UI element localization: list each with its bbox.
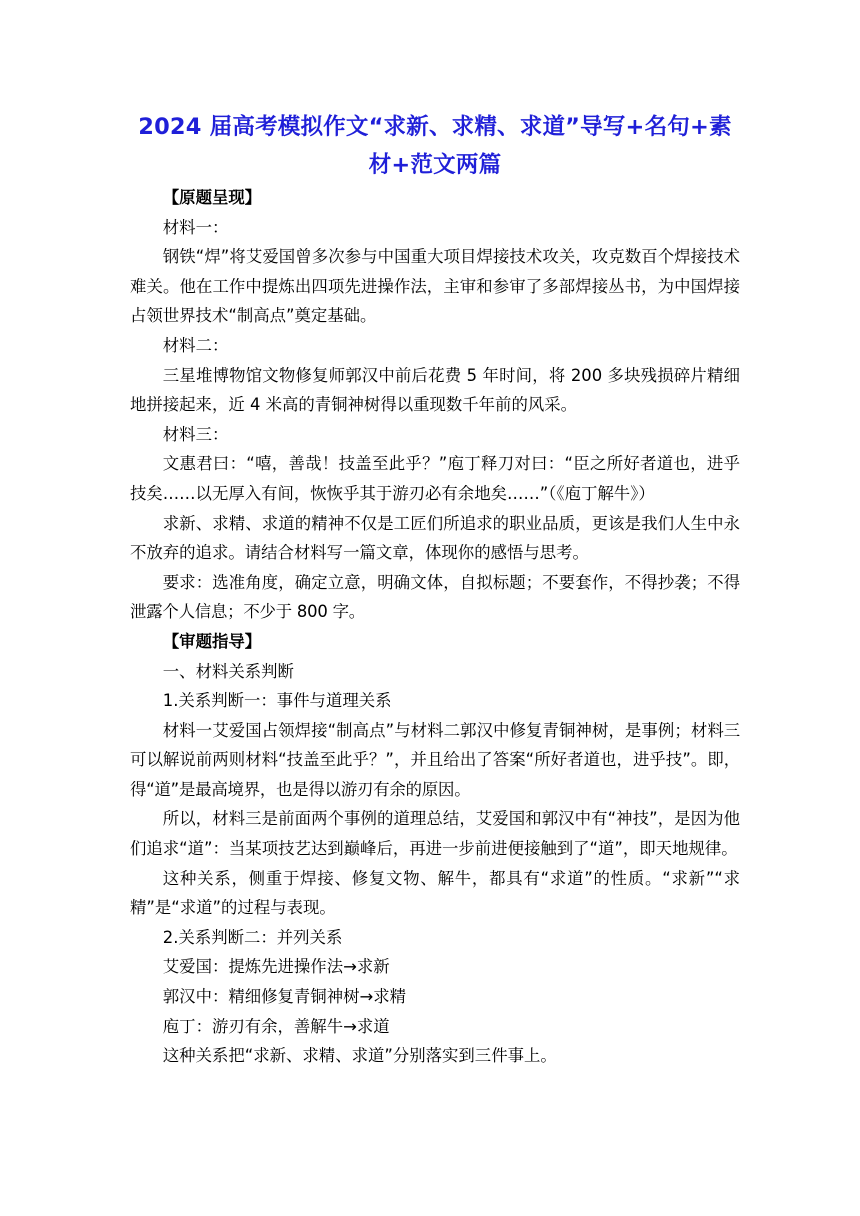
relation-two-heading: 2.关系判断二：并列关系 (162, 927, 343, 947)
relation-two-summary: 这种关系把“求新、求精、求道”分别落实到三件事上。 (162, 1046, 557, 1066)
material-three-text: 文惠君曰：“嘻，善哉！技盖至此乎？”庖丁释刀对曰：“臣之所好者道也，进乎技矣……以无厚入有间，恢恢乎其于游刃必有余地矣……”（《庖丁解牛》） (130, 454, 740, 503)
relation-one-paragraph-3: 这种关系，侧重于焊接、修复文物、解牛，都具有“求道”的性质。“求新”“求精”是“求道”的过程与表现。 (130, 868, 740, 918)
document-title: 2024 届高考模拟作文“求新、求精、求道”导写+名句+素材+范文两篇 (138, 114, 732, 178)
material-two-text: 三星堆博物馆文物修复师郭汉中前后花费 5 年时间，将 200 多块残损碎片精细地拼接起来，近 4 米高的青铜神树得以重现数千年前的风采。 (130, 365, 740, 415)
material-two-label: 材料二： (162, 335, 229, 355)
material-three-label: 材料三： (162, 424, 229, 444)
relation-one-heading: 1.关系判断一：事件与道理关系 (162, 691, 392, 711)
material-one-label: 材料一： (162, 217, 229, 237)
section-heading-original-question: 【原题呈现】 (162, 188, 262, 207)
relation-one-paragraph-1: 材料一艾爱国占领焊接“制高点”与材料二郭汉中修复青铜神树，是事例；材料三可以解说前两则材料“技盖至此乎？”，并且给出了答案“所好者道也，进乎技”。即，得“道”是最高境界，也是得以游刃有余的原因。 (130, 720, 740, 799)
requirements-text: 要求：选准角度，确定立意，明确文体，自拟标题；不要套作，不得抄袭；不得泄露个人信息；不少于 800 字。 (130, 572, 740, 622)
section-heading-analysis: 【审题指导】 (162, 631, 262, 651)
document-body (130, 183, 740, 1071)
relation-two-item-2: 郭汉中：精细修复青铜神树→求精 (162, 987, 406, 1007)
relation-two-item-1: 艾爱国：提炼先进操作法→求新 (162, 957, 390, 977)
material-one-text: 钢铁“焊”将艾爱国曾多次参与中国重大项目焊接技术攻关，攻克数百个焊接技术难关。他在工作中提炼出四项先进操作法，主审和参审了多部焊接丛书，为中国焊接占领世界技术“制高点”奠定基础。 (130, 247, 740, 326)
relation-one-paragraph-2: 所以，材料三是前面两个事例的道理总结，艾爱国和郭汉中有“神技”，是因为他们追求“道”：当某项技艺达到巅峰后，再进一步前进便接触到了“道”，即天地规律。 (130, 809, 740, 859)
prompt-text: 求新、求精、求道的精神不仅是工匠们所追求的职业品质，更该是我们人生中永不放弃的追求。请结合材料写一篇文章，体现你的感悟与思考。 (130, 513, 740, 563)
relation-two-item-3: 庖丁：游刃有余，善解牛→求道 (162, 1016, 390, 1036)
analysis-subheading: 一、材料关系判断 (162, 661, 294, 681)
